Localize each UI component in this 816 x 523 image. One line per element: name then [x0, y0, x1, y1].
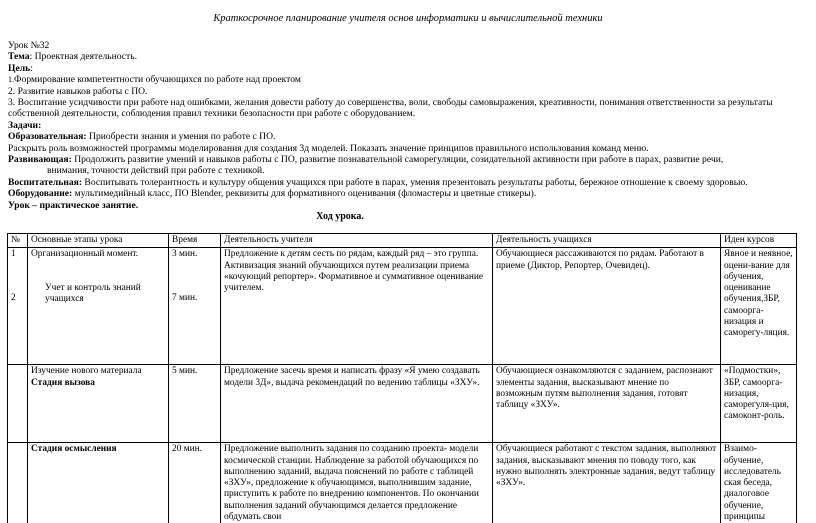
- task-educational-label: Образовательная:: [8, 131, 87, 143]
- lesson-topic: [8, 51, 808, 62]
- row-1-teacher: Предложение к детям сесть по рядам, каждый ряд – это группа. Активизация знаний обучающихся путем реализации приема «кочующий репортер». Формативное и суммативное оценивание учителем.: [221, 248, 493, 365]
- row-3-stage-bold: Стадия осмысления: [31, 444, 117, 455]
- header-teacher: Деятельность учителя: [221, 234, 493, 248]
- row-1-time: [169, 248, 221, 365]
- row-2-stage-bold: Стадия вызова: [31, 377, 95, 388]
- row-2-stage-text: Изучение нового материала: [31, 366, 142, 377]
- row-3-students: Обучающиеся работают с текстом задания, выполняют задания, высказывают мнения по поводу того, как нужно выполнять электронные задания, ведут таблицу «ЗХУ».: [493, 443, 721, 523]
- header-number: №: [8, 234, 28, 248]
- task-developing-text: Продолжить развитие умений и навыков работы с ПО, развитие познавательной саморегуляции, созидательной активности при работе в парах, развитие речи,: [71, 154, 724, 166]
- table-row: [8, 443, 797, 523]
- document-header-title: Краткосрочное планирование учителя основ информатики и вычислительной техники: [213, 13, 603, 24]
- goal-item-1-text: Формирование компетентности обучающихся по работе над проектом: [14, 74, 301, 86]
- task-upbringing-label: Воспитательная:: [8, 176, 83, 188]
- task-upbringing-text: Воспитывать толерантность и культуру общения учащихся при работе в парах, умения презентовать результаты работы, бережное отношение к своему здоровью.: [82, 176, 748, 188]
- task-educational: [8, 131, 808, 142]
- table-row: [8, 365, 797, 443]
- row-1-time-a: 3 мин.: [172, 249, 198, 260]
- row-2-students: Обучающиеся ознакомляются с заданием, распознают элементы задания, высказывают мнение по возможным путям выполнения задания, готовят таблицу «ЗХУ».: [493, 365, 721, 443]
- row-2-teacher: Предложение засечь время и написать фразу «Я умею создавать модели 3Д», выдача рекомендаций по ведению таблицы «ЗХУ».: [221, 365, 493, 443]
- goal-colon: :: [30, 62, 33, 74]
- table-header-row: [8, 234, 797, 248]
- row-1-students: Обучающиеся рассаживаются по рядам. Работают в приеме (Диктор, Репортер, Очевидец).: [493, 248, 721, 365]
- row-1-time-b: 7 мин.: [172, 292, 198, 303]
- course-title: Ход урока.: [316, 211, 364, 222]
- row-2-time: 5 мин.: [169, 365, 221, 443]
- task-upbringing: [8, 177, 808, 188]
- row-3-ideas: Взаимо-обучение, исследователь ская беседа, диалоговое обучение, принципы: [721, 443, 797, 523]
- task-developing-label: Развивающая:: [8, 154, 72, 166]
- header-time: Время: [169, 234, 221, 248]
- row-1-ideas: Явное и неявное, оцени-вание для обучения, оценивание обучения,ЗБР, самоорга-низация и самoрегу-ляция.: [721, 248, 797, 365]
- topic-value: : Проектная деятельность.: [29, 51, 138, 63]
- equipment-text: мультимедийный класс, ПО Blender, реквизиты для формативного оценивания (фломастеры и цветные стикеры).: [72, 188, 537, 200]
- row-3-teacher: Предложение выполнить задания по созданию проекта- модели космической станции. Наблюдение за работой обучающихся по выполнению заданий, выдача пояснений по работе с таблицей «ЗХУ», предложение к обучающимся, выполнившим задание, приступить к работе по внедрению компонентов. По окончании выполнения заданий обучающимся делается предложение обдумать свои: [221, 443, 493, 523]
- equipment: [8, 188, 808, 199]
- task-educational-text-2: Раскрыть роль возможностей программы моделирования для создания 3д моделей. Показать значение принципов правильного использования команд меню.: [8, 142, 649, 154]
- row-1-number: [8, 248, 28, 365]
- task-educational-text: Приобрести знания и умения по работе с ПО.: [86, 131, 276, 143]
- header-students: Деятельность учащихся: [493, 234, 721, 248]
- goal-item-1-number: 1.: [8, 75, 14, 85]
- row-2-stage: [28, 365, 169, 443]
- row-1-number-a: 1: [11, 249, 16, 260]
- lesson-number: Урок №32: [8, 40, 50, 51]
- header-ideas: Иден курсов: [721, 234, 797, 248]
- row-1-stage-b: Учет и контроль знаний учащихся: [45, 282, 141, 304]
- row-2-number: [8, 365, 28, 443]
- row-3-time: 20 мин.: [169, 443, 221, 523]
- lesson-info: [8, 40, 808, 211]
- row-1-stage: [28, 248, 169, 365]
- row-3-stage: [28, 443, 169, 523]
- row-1-stage-a: Организационный момент.: [31, 249, 139, 260]
- lesson-goal-heading: [8, 63, 808, 74]
- task-developing-text-2: внимания, точности действий при работе с техникой.: [47, 165, 265, 177]
- equipment-label: Оборудование:: [8, 188, 73, 200]
- topic-label: Тема: [8, 51, 30, 63]
- row-2-ideas: «Подмостки», ЗБР, самоорга-низация, саморегуля-ция, самоконт-роль.: [721, 365, 797, 443]
- goal-label: Цель: [8, 62, 31, 74]
- goal-item-2: 2. Развитие навыков работы с ПО.: [8, 85, 148, 97]
- header-stages: Основные этапы урока: [28, 234, 169, 248]
- row-3-number: [8, 443, 28, 523]
- table-row: [8, 248, 797, 365]
- tasks-heading: Задачи:: [8, 119, 42, 131]
- goal-item-3: 3. Воспитание усидчивости при работе над ошибками, желания довести работу до совершенства, воли, свободы самовыражения, креативности, понимания ответственности за результаты собственной деятельности, соблюдения правил техники безопасности при работе с оборудованием.: [8, 97, 773, 120]
- lesson-type: Урок – практическое занятие.: [8, 199, 139, 211]
- row-1-number-b: 2: [11, 292, 16, 303]
- lesson-plan-table: [7, 233, 797, 523]
- goal-item-1: [8, 74, 808, 85]
- task-developing: [8, 154, 808, 165]
